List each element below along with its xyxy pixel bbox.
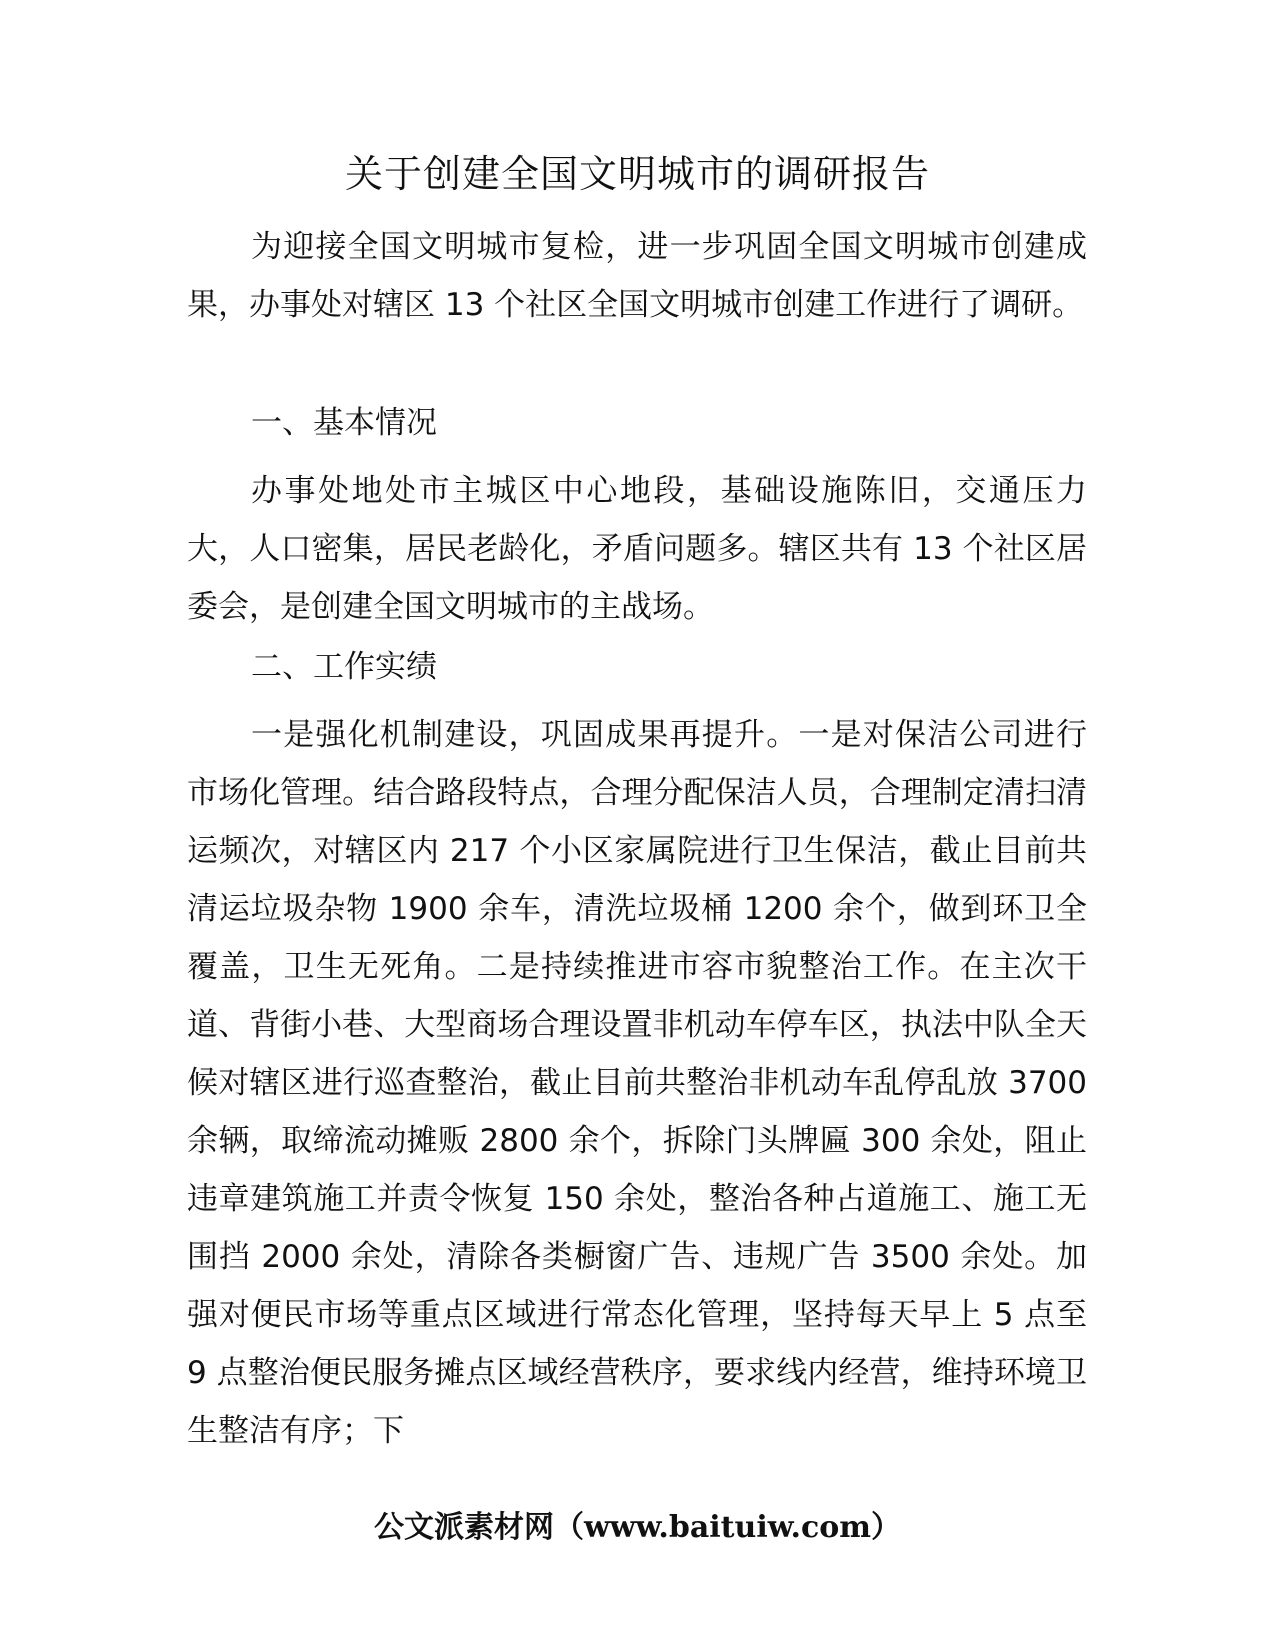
- section-heading-results: 二、工作实绩: [251, 649, 437, 685]
- section-paragraph-results: 一是强化机制建设，巩固成果再提升。一是对保洁公司进行市场化管理。结合路段特点，合理分配保洁人员，合理制定清扫清运频次，对辖区内 217 个小区家属院进行卫生保洁，截止目前共清运垃圾杂物 1900 余车，清洗垃圾桶 1200 余个，做到环卫全覆盖，卫生无死角。二是持续推进市容市貌整治工作。在主次干道、背街小巷、大型商场合理设置非机动车停车区，执法中队全天候对辖区进行巡查整治，截止目前共整治非机动车乱停乱放 3700 余辆，取缔流动摊贩 2800 余个，拆除门头牌匾 300 余处，阻止违章建筑施工并责令恢复 150 余处，整治各种占道施工、施工无围挡 2000 余处，清除各类橱窗广告、违规广告 3500 余处。加强对便民市场等重点区域进行常态化管理，坚持每天早上 5 点至 9 点整治便民服务摊点区域经营秩序，要求线内经营，维持环境卫生整洁有序；下: [187, 717, 1087, 1449]
- section-heading-basic: 一、基本情况: [251, 405, 437, 441]
- document-title: 关于创建全国文明城市的调研报告: [344, 152, 930, 196]
- intro-paragraph: 为迎接全国文明城市复检，进一步巩固全国文明城市创建成果，办事处对辖区 13 个社区全国文明城市创建工作进行了调研。: [187, 229, 1087, 323]
- footer-watermark: 公文派素材网（www.baituiw.com）: [373, 1510, 902, 1545]
- section-paragraph-basic: 办事处地处市主城区中心地段，基础设施陈旧，交通压力大，人口密集，居民老龄化，矛盾问题多。辖区共有 13 个社区居委会，是创建全国文明城市的主战场。: [187, 473, 1087, 625]
